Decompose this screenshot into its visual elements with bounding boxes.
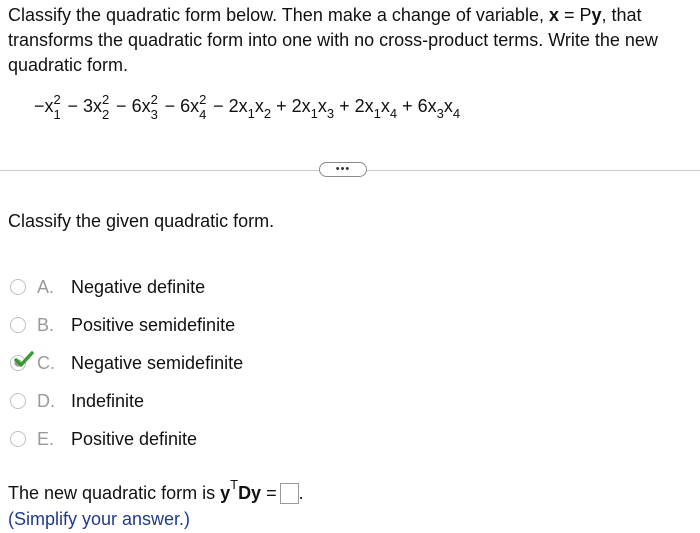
prompt-eq: = P bbox=[558, 5, 592, 25]
option-e[interactable] bbox=[10, 420, 243, 458]
operator: − bbox=[116, 96, 127, 116]
answer-dy: Dy bbox=[238, 483, 262, 503]
term-8: $6x_3x_4$ bbox=[417, 96, 461, 121]
transpose-mark: T bbox=[230, 477, 239, 492]
question-text: Classify the given quadratic form. bbox=[8, 211, 275, 231]
prompt-var-x: x bbox=[548, 5, 559, 25]
operator: + bbox=[402, 96, 413, 116]
option-label: Positive definite bbox=[71, 428, 198, 449]
option-letter: D. bbox=[37, 390, 55, 411]
radio-button[interactable] bbox=[10, 279, 26, 295]
answer-var-y: y bbox=[220, 483, 231, 503]
prompt-text-2: , that transforms the quadratic form into one with no cross-product terms. Write the new quadratic form. bbox=[8, 5, 658, 75]
option-letter: C. bbox=[37, 352, 55, 373]
term-5: $2x_1x_2$ bbox=[228, 96, 272, 121]
radio-button-selected[interactable] bbox=[10, 355, 26, 371]
answer-input-box[interactable] bbox=[280, 483, 299, 504]
check-icon bbox=[14, 350, 34, 370]
option-letter: A. bbox=[37, 276, 55, 297]
option-letter: E. bbox=[37, 428, 55, 449]
answer-text: The new quadratic form is bbox=[8, 483, 221, 503]
answer-options bbox=[10, 268, 243, 458]
term-1: −x 2 1 bbox=[34, 92, 61, 123]
operator: − bbox=[164, 96, 176, 116]
term-4: 6x 2 4 bbox=[180, 92, 207, 123]
operator: + bbox=[339, 96, 350, 116]
option-label: Negative semidefinite bbox=[71, 352, 244, 373]
radio-button[interactable] bbox=[10, 317, 26, 333]
quadratic-form-expression bbox=[34, 92, 461, 123]
option-label: Indefinite bbox=[71, 390, 145, 411]
term-3: 6x 2 3 bbox=[131, 92, 158, 123]
option-a[interactable] bbox=[10, 268, 243, 306]
option-b[interactable] bbox=[10, 306, 243, 344]
problem-statement bbox=[8, 3, 696, 78]
option-d[interactable] bbox=[10, 382, 243, 420]
operator: + bbox=[276, 96, 287, 116]
answer-prompt: The new quadratic form is $y^TDy$ = . bbox=[8, 477, 304, 503]
show-more-button[interactable]: ••• bbox=[319, 162, 367, 177]
term-6: $2x_1x_3$ bbox=[291, 96, 335, 121]
option-c[interactable] bbox=[10, 344, 243, 382]
operator: − bbox=[67, 96, 79, 116]
radio-button[interactable] bbox=[10, 431, 26, 447]
option-label: Positive semidefinite bbox=[71, 314, 236, 335]
term-7: $2x_1x_4$ bbox=[354, 96, 398, 121]
simplify-hint: (Simplify your answer.) bbox=[8, 509, 191, 529]
term-2: 3x 2 2 bbox=[83, 92, 110, 123]
prompt-var-y: y bbox=[591, 5, 602, 25]
answer-eq: = bbox=[261, 483, 277, 503]
prompt-text-1: Classify the quadratic form below. Then make a change of variable, bbox=[8, 5, 549, 25]
option-label: Negative definite bbox=[71, 276, 206, 297]
operator: − bbox=[213, 96, 224, 116]
radio-button[interactable] bbox=[10, 393, 26, 409]
option-letter: B. bbox=[37, 314, 55, 335]
